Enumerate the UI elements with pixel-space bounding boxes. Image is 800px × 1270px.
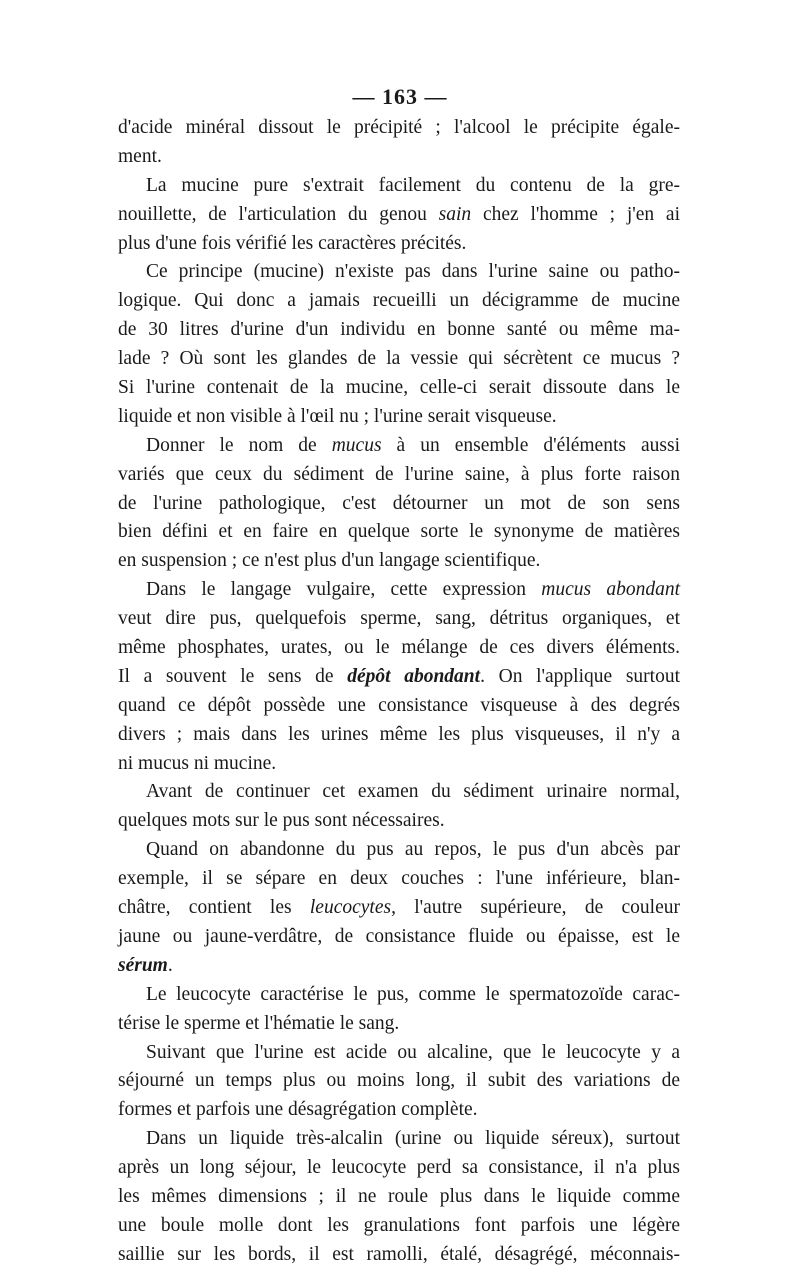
text-line: une boule molle dont les granulations font parfois une légère bbox=[118, 1214, 680, 1236]
emphasis: sain bbox=[438, 203, 472, 225]
text-line: formes et parfois une désagrégation complète. bbox=[118, 1099, 478, 1121]
text-line: Il a souvent le sens de dépôt abondant. On l'applique surtout bbox=[118, 665, 680, 687]
text-line: logique. Qui donc a jamais recueilli un décigramme de mucine bbox=[118, 290, 680, 312]
text-line: divers ; mais dans les urines même les plus visqueuses, il n'y a bbox=[118, 723, 680, 745]
text-line: exemple, il se sépare en deux couches : l'une inférieure, blan- bbox=[118, 868, 680, 890]
text-line: saillie sur les bords, il est ramolli, étalé, désagrégé, méconnais- bbox=[118, 1243, 680, 1265]
text-line: de 30 litres d'urine d'un individu en bonne santé ou même ma- bbox=[118, 319, 680, 341]
emphasis: mucus bbox=[331, 434, 382, 456]
text-line: sérum. bbox=[118, 954, 173, 976]
text-line: Le leucocyte caractérise le pus, comme le spermatozoïde carac- bbox=[146, 983, 680, 1005]
text-line: ni mucus ni mucine. bbox=[118, 752, 277, 774]
text-line: Dans le langage vulgaire, cette expression mucus abondant bbox=[146, 579, 680, 601]
text-line: jaune ou jaune-verdâtre, de consistance fluide ou épaisse, est le bbox=[118, 925, 680, 947]
emphasis: dépôt abondant bbox=[347, 665, 481, 687]
text-line: Ce principe (mucine) n'existe pas dans l'urine saine ou patho- bbox=[146, 261, 680, 283]
text-line: liquide et non visible à l'œil nu ; l'urine serait visqueuse. bbox=[118, 405, 557, 427]
text-line: d'acide minéral dissout le précipité ; l'alcool le précipite égale- bbox=[118, 117, 680, 138]
emphasis: sérum bbox=[118, 954, 168, 976]
text-line: ment. bbox=[118, 145, 162, 167]
emphasis: mucus abondant bbox=[541, 579, 680, 601]
text-line: Quand on abandonne du pus au repos, le pus d'un abcès par bbox=[146, 839, 680, 861]
text-line: térise le sperme et l'hématie le sang. bbox=[118, 1012, 400, 1034]
text-line: quelques mots sur le pus sont nécessaires. bbox=[118, 810, 445, 832]
text-line: veut dire pus, quelquefois sperme, sang, détritus organiques, et bbox=[118, 608, 680, 630]
text-line: La mucine pure s'extrait facilement du contenu de la gre- bbox=[146, 174, 680, 196]
text-line: quand ce dépôt possède une consistance visqueuse à des degrés bbox=[118, 694, 680, 716]
text-line: les mêmes dimensions ; il ne roule plus dans le liquide comme bbox=[118, 1185, 680, 1207]
text-line: Avant de continuer cet examen du sédiment urinaire normal, bbox=[146, 781, 680, 803]
text-line: lade ? Où sont les glandes de la vessie qui sécrètent ce mucus ? bbox=[118, 348, 680, 370]
text-line: en suspension ; ce n'est plus d'un langage scientifique. bbox=[118, 550, 541, 572]
text-line: bien défini et en faire en quelque sorte le synonyme de matières bbox=[118, 521, 680, 543]
text-line: séjourné un temps plus ou moins long, il subit des variations de bbox=[118, 1070, 680, 1092]
text-line: nouillette, de l'articulation du genou sain chez l'homme ; j'en ai bbox=[118, 203, 681, 225]
body-text bbox=[118, 114, 680, 1270]
text-line: après un long séjour, le leucocyte perd sa consistance, il n'a plus bbox=[118, 1157, 680, 1179]
page-number: — 163 — bbox=[352, 84, 448, 109]
text-line: de l'urine pathologique, c'est détourner un mot de son sens bbox=[118, 492, 680, 514]
emphasis: leucocytes bbox=[309, 897, 392, 919]
text-line: Dans un liquide très-alcalin (urine ou liquide séreux), surtout bbox=[146, 1128, 680, 1150]
text-line: variés que ceux du sédiment de l'urine saine, à plus forte raison bbox=[118, 463, 680, 485]
text-line: Si l'urine contenait de la mucine, celle-ci serait dissoute dans le bbox=[118, 377, 680, 399]
text-line: plus d'une fois vérifié les caractères précités. bbox=[118, 232, 467, 254]
text-line: Suivant que l'urine est acide ou alcaline, que le leucocyte y a bbox=[146, 1041, 680, 1063]
text-line: châtre, contient les leucocytes, l'autre supérieure, de couleur bbox=[118, 897, 680, 919]
text-line: même phosphates, urates, ou le mélange de ces divers éléments. bbox=[118, 637, 680, 659]
text-line: Donner le nom de mucus à un ensemble d'éléments aussi bbox=[146, 434, 680, 456]
